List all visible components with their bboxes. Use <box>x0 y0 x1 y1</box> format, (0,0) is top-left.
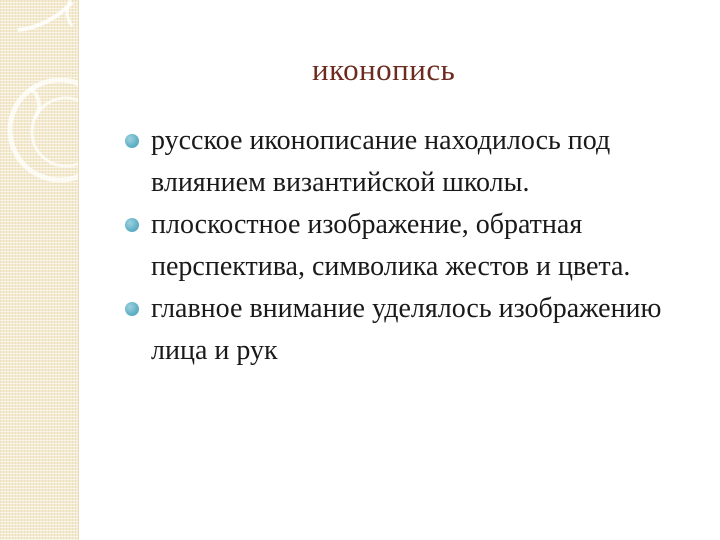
bullet-list <box>125 120 705 372</box>
bullet-icon <box>125 218 139 232</box>
ornament-icon <box>0 0 79 200</box>
decorative-side-band <box>0 0 79 540</box>
slide-title: иконопись <box>312 52 456 87</box>
bullet-text: плоскостное изображение, обратная перспектива, символика жестов и цвета. <box>151 209 631 282</box>
bullet-text: главное внимание уделялось изображению лица и рук <box>151 293 662 366</box>
bullet-icon <box>125 134 139 148</box>
bullet-item <box>125 288 705 372</box>
bullet-icon <box>125 302 139 316</box>
bullet-item <box>125 120 705 204</box>
bullet-item <box>125 204 705 288</box>
bullet-text: русское иконописание находилось под влиянием византийской школы. <box>151 125 611 198</box>
